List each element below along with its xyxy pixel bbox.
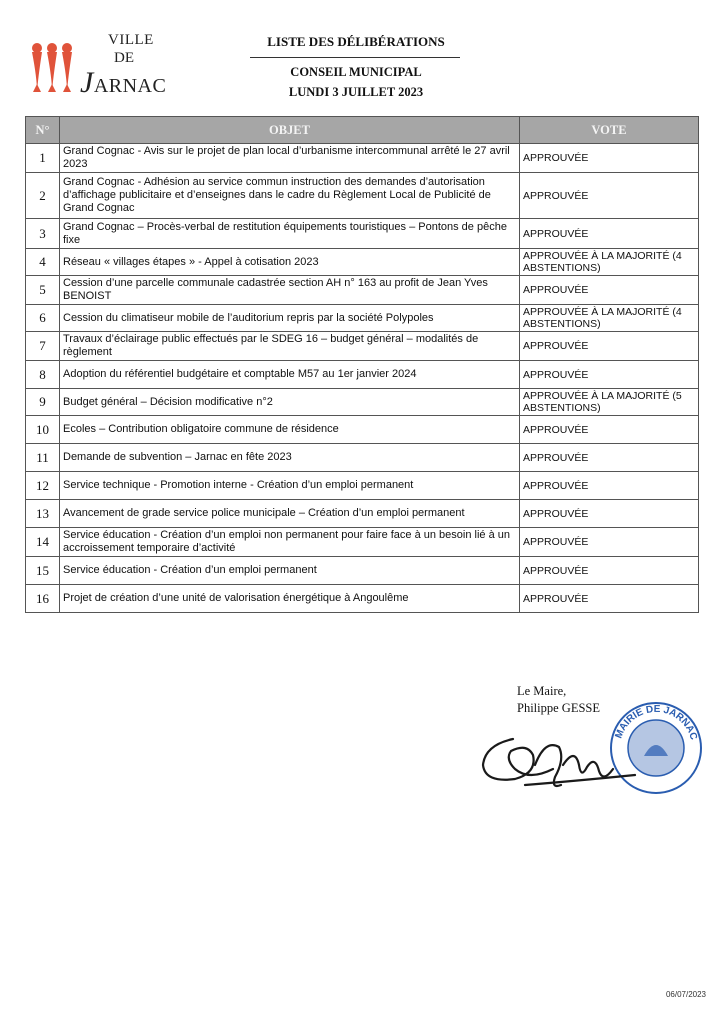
- row-vote: APPROUVÉE: [520, 557, 699, 585]
- table-row: [26, 144, 699, 173]
- row-vote: APPROUVÉE: [520, 361, 699, 389]
- row-objet: Travaux d’éclairage public effectués par le SDEG 16 – budget général – modalités de règlement: [60, 332, 520, 361]
- table-row: [26, 332, 699, 361]
- council-title: CONSEIL MUNICIPAL: [290, 65, 422, 79]
- logo-ville: VILLE: [108, 32, 154, 48]
- column-header-vote: VOTE: [520, 117, 699, 144]
- table-header-row: [26, 117, 699, 144]
- title-divider: [250, 57, 460, 58]
- row-number: 7: [26, 332, 60, 361]
- row-objet: Service éducation - Création d’un emploi permanent: [60, 557, 520, 585]
- row-number: 8: [26, 361, 60, 389]
- row-vote: APPROUVÉE: [520, 444, 699, 472]
- table-row: [26, 416, 699, 444]
- row-vote: APPROUVÉE: [520, 173, 699, 219]
- row-vote: APPROUVÉE: [520, 500, 699, 528]
- handwritten-signature: [475, 725, 645, 800]
- logo-j: J: [80, 66, 94, 99]
- row-objet: Service éducation - Création d’un emploi non permanent pour faire face à un besoin lié à un accroissement temporaire d’activité: [60, 528, 520, 557]
- row-vote: APPROUVÉE: [520, 276, 699, 305]
- council-date: LUNDI 3 JUILLET 2023: [288, 85, 424, 99]
- signature-block: [517, 683, 600, 717]
- row-objet: Avancement de grade service police municipale – Création d’un emploi permanent: [60, 500, 520, 528]
- row-objet: Adoption du référentiel budgétaire et comptable M57 au 1er janvier 2024: [60, 361, 520, 389]
- table-row: [26, 361, 699, 389]
- row-number: 11: [26, 444, 60, 472]
- row-number: 3: [26, 219, 60, 249]
- column-header-number: N°: [26, 117, 60, 144]
- table-row: [26, 472, 699, 500]
- row-number: 9: [26, 389, 60, 416]
- row-objet: Projet de création d’une unité de valorisation énergétique à Angoulême: [60, 585, 520, 613]
- row-objet: Cession du climatiseur mobile de l’auditorium repris par la société Polypoles: [60, 305, 520, 332]
- table-row: [26, 173, 699, 219]
- row-objet: Service technique - Promotion interne - Création d’un emploi permanent: [60, 472, 520, 500]
- row-vote: APPROUVÉE: [520, 528, 699, 557]
- row-number: 15: [26, 557, 60, 585]
- row-number: 10: [26, 416, 60, 444]
- seal-text: MAIRIE DE JARNAC: [613, 703, 699, 742]
- row-objet: Réseau « villages étapes » - Appel à cotisation 2023: [60, 249, 520, 276]
- city-logo: [28, 28, 167, 99]
- table-row: [26, 219, 699, 249]
- row-objet: Demande de subvention – Jarnac en fête 2023: [60, 444, 520, 472]
- row-objet: Ecoles – Contribution obligatoire commune de résidence: [60, 416, 520, 444]
- row-vote: APPROUVÉE À LA MAJORITÉ (5 ABSTENTIONS): [520, 389, 699, 416]
- document-title: LISTE DES DÉLIBÉRATIONS: [267, 34, 445, 49]
- signatory-role: Le Maire,: [517, 684, 567, 698]
- row-vote: APPROUVÉE: [520, 416, 699, 444]
- table-row: [26, 444, 699, 472]
- row-vote: APPROUVÉE: [520, 144, 699, 173]
- row-vote: APPROUVÉE: [520, 585, 699, 613]
- logo-jarnac: [80, 66, 166, 100]
- row-objet: Grand Cognac – Procès-verbal de restitution équipements touristiques – Pontons de pêche fixe: [60, 219, 520, 249]
- table-row: [26, 249, 699, 276]
- table-row: [26, 557, 699, 585]
- table-row: [26, 500, 699, 528]
- fish-logo-icon: [28, 38, 76, 96]
- table-row: [26, 528, 699, 557]
- row-vote: APPROUVÉE: [520, 219, 699, 249]
- table-row: [26, 276, 699, 305]
- footer-date: 06/07/2023: [665, 990, 706, 999]
- deliberations-table: [25, 116, 699, 613]
- row-vote: APPROUVÉE À LA MAJORITÉ (4 ABSTENTIONS): [520, 305, 699, 332]
- row-number: 1: [26, 144, 60, 173]
- row-objet: Grand Cognac - Adhésion au service commun instruction des demandes d’autorisation d’affichage publicitaire et d’enseignes dans le cadre du Règlement Local de Publicité de Grand Cognac: [60, 173, 520, 219]
- row-number: 12: [26, 472, 60, 500]
- row-number: 5: [26, 276, 60, 305]
- row-objet: Grand Cognac - Avis sur le projet de plan local d’urbanisme intercommunal arrêté le 27 avril 2023: [60, 144, 520, 173]
- row-vote: APPROUVÉE À LA MAJORITÉ (4 ABSTENTIONS): [520, 249, 699, 276]
- row-objet: Budget général – Décision modificative n°2: [60, 389, 520, 416]
- row-number: 6: [26, 305, 60, 332]
- row-number: 2: [26, 173, 60, 219]
- table-row: [26, 389, 699, 416]
- table-body: [26, 144, 699, 613]
- row-objet: Cession d’une parcelle communale cadastrée section AH n° 163 au profit de Jean Yves BENOIST: [60, 276, 520, 305]
- signatory-name: Philippe GESSE: [517, 701, 600, 715]
- row-vote: APPROUVÉE: [520, 472, 699, 500]
- row-number: 14: [26, 528, 60, 557]
- table-row: [26, 305, 699, 332]
- table-row: [26, 585, 699, 613]
- logo-de: DE: [114, 50, 134, 66]
- row-number: 13: [26, 500, 60, 528]
- column-header-objet: OBJET: [60, 117, 520, 144]
- row-number: 4: [26, 249, 60, 276]
- row-number: 16: [26, 585, 60, 613]
- logo-arnac: ARNAC: [93, 75, 167, 97]
- row-vote: APPROUVÉE: [520, 332, 699, 361]
